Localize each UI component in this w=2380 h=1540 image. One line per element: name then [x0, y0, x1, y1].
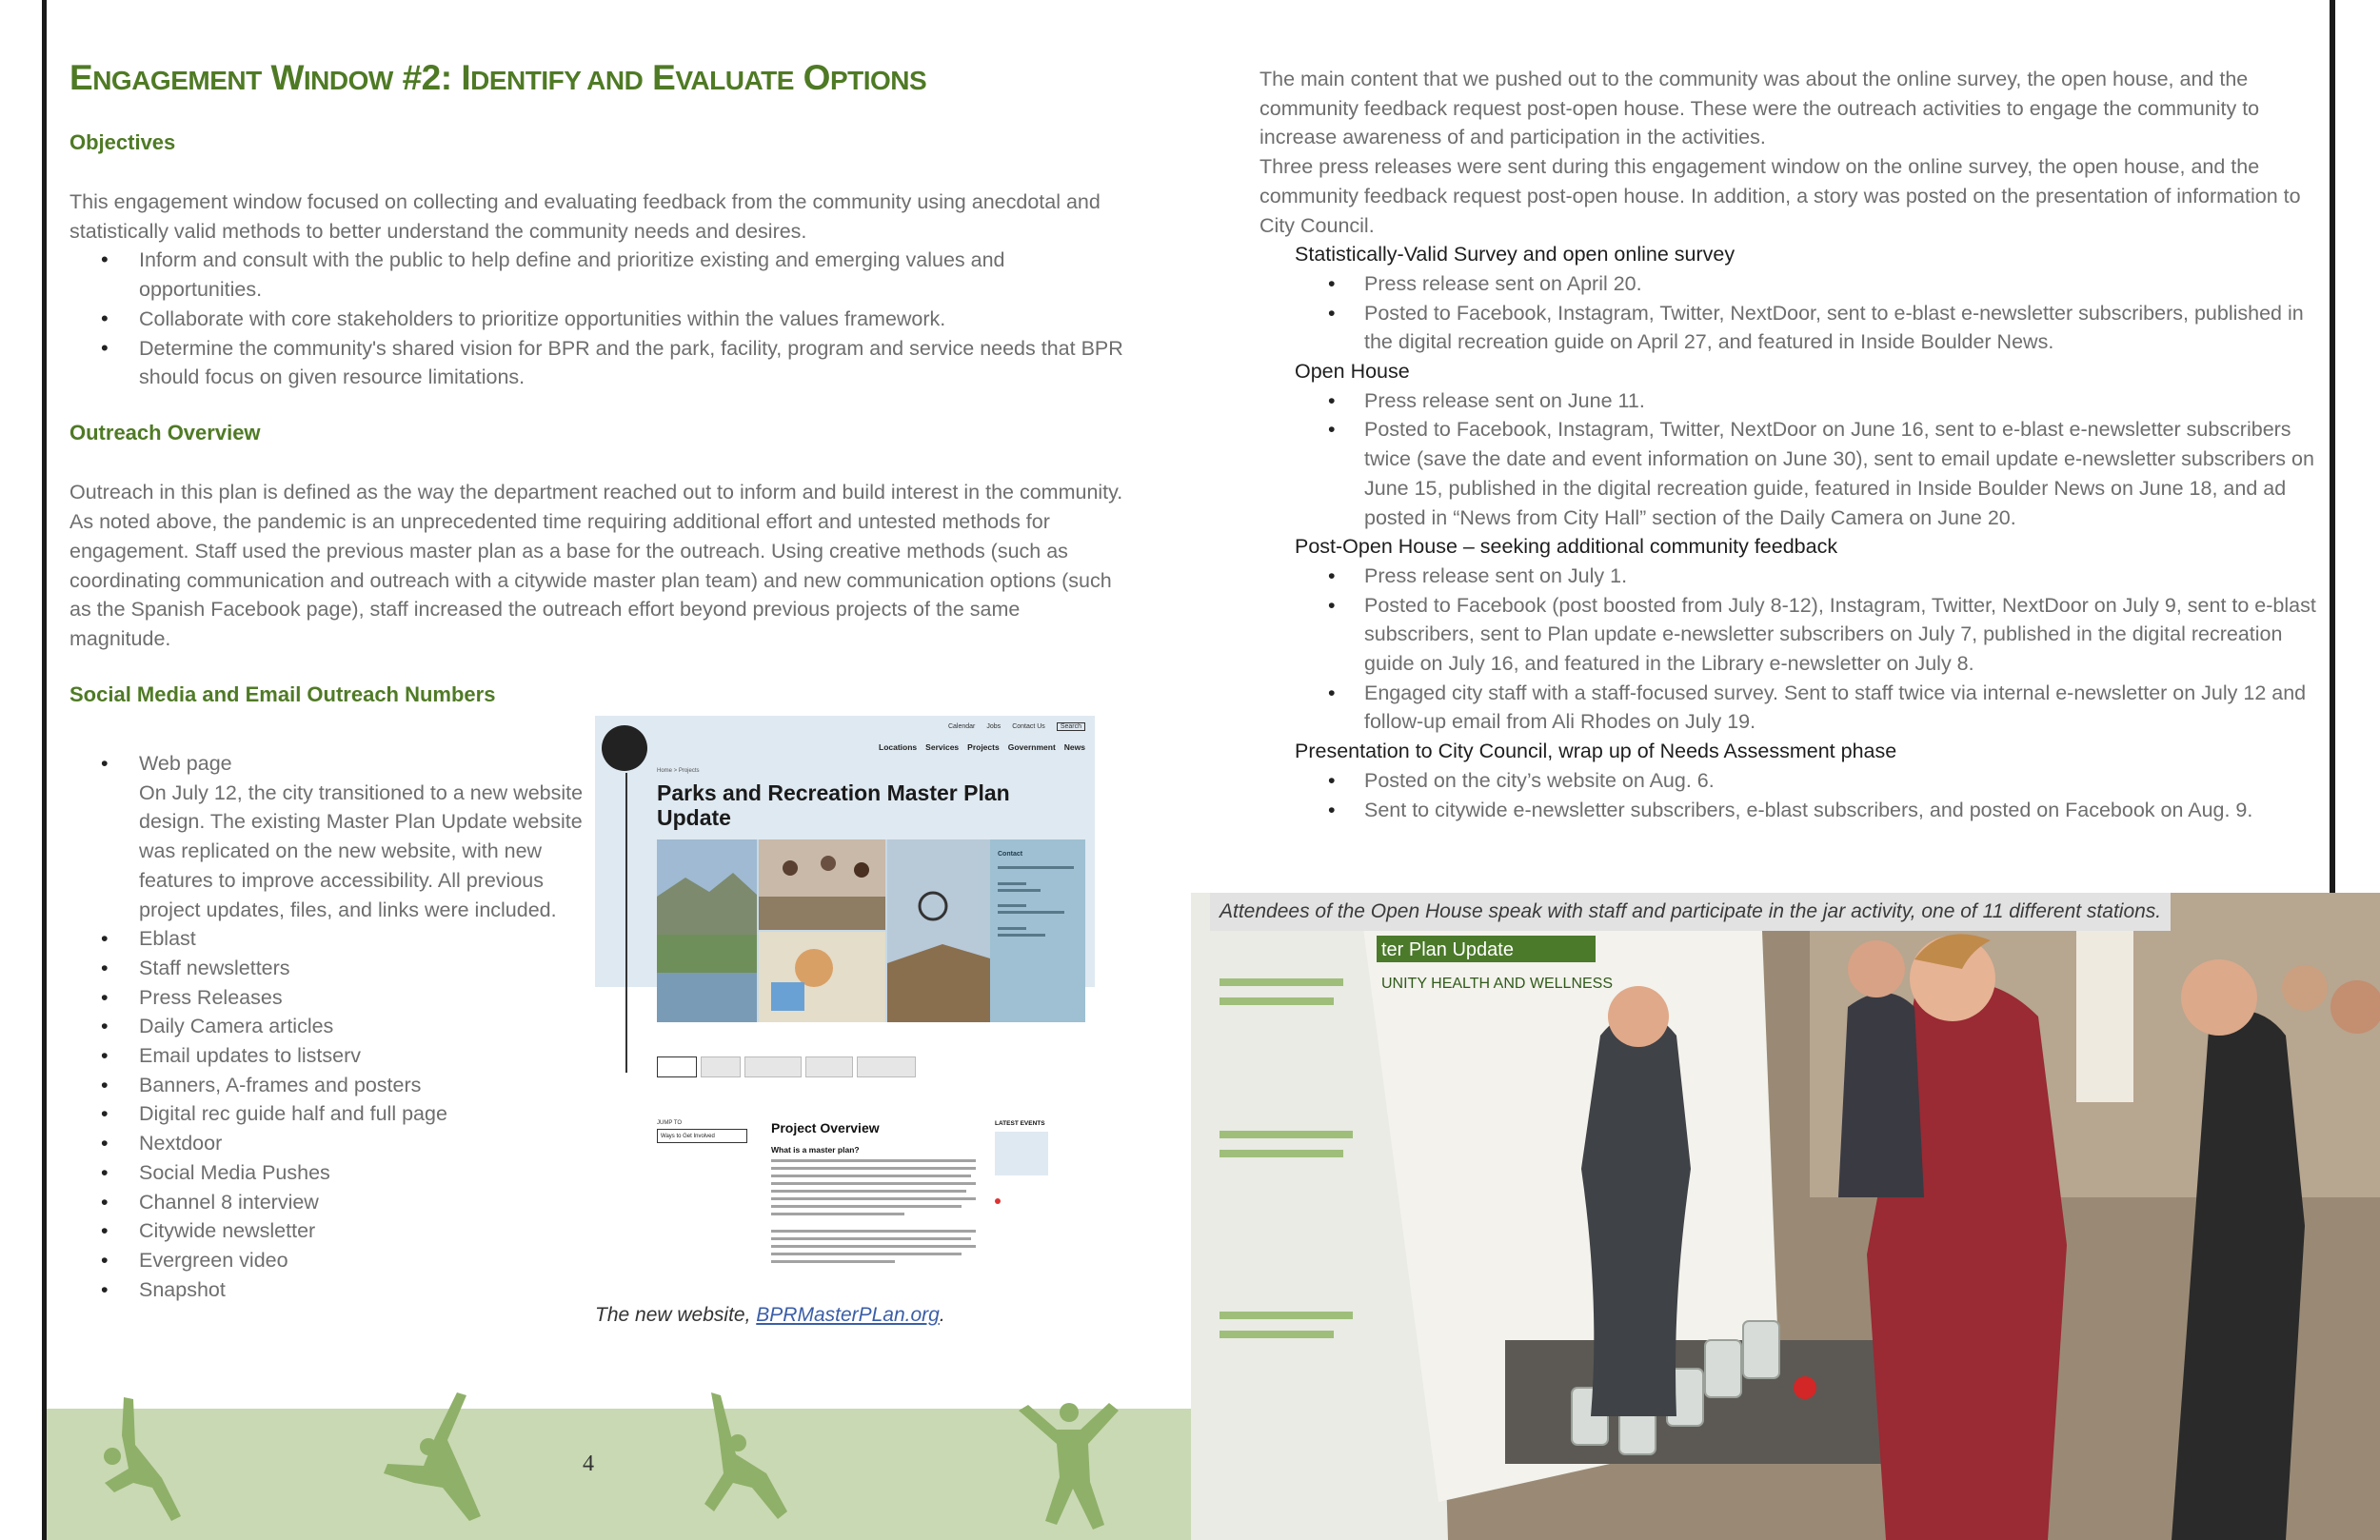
mock-tabs — [657, 1056, 919, 1077]
cartwheel-silhouette-icon-2 — [700, 1388, 804, 1526]
paragraph-main-content: The main content that we pushed out to the community was about the online survey, the open house, and the community feedback request post-open house. These were the outreach activities to engage the community to increase awareness of and participation in the activities. — [1259, 68, 2260, 149]
mock-breadcrumb: Home > Projects — [657, 768, 700, 774]
mock-bullet-icon — [995, 1198, 1001, 1204]
list-item: • Social Media Pushes — [69, 1158, 584, 1188]
right-page-border — [2330, 0, 2335, 893]
list-item: • Posted to Facebook, Instagram, Twitter, NextDoor, sent to e-blast e-newsletter subscribers, published in the digital recreation guide on April 27, and featured in Inside Boulder News. — [1259, 299, 2316, 357]
website-caption: The new website, BPRMasterPLan.org. — [595, 1304, 945, 1326]
list-item: • Collaborate with core stakeholders to prioritize opportunities within the values framework. — [69, 305, 1126, 334]
group-heading: Presentation to City Council, wrap up of Needs Assessment phase — [1295, 740, 1897, 763]
group-list — [1259, 269, 2316, 357]
mock-overview-title: Project Overview — [771, 1120, 880, 1135]
handstand-silhouette-icon — [376, 1388, 490, 1526]
page-title: ENGAGEMENT WINDOW #2: IDENTIFY AND EVALUATE OPTIONS — [69, 58, 927, 97]
paragraph-press-releases: Three press releases were sent during this engagement window on the online survey, the open house, and the community feedback request post-open house. In addition, a story was posted on the presentation of information to City Council. — [1259, 155, 2301, 237]
list-item: • Email updates to listserv — [69, 1041, 584, 1071]
list-item: • Posted on the city’s website on Aug. 6. — [1259, 766, 2316, 796]
group-heading: Statistically-Valid Survey and open online survey — [1295, 243, 1735, 267]
list-item: • Citywide newsletter — [69, 1216, 584, 1246]
list-item: • Channel 8 interview — [69, 1188, 584, 1217]
list-item: • Press release sent on June 11. — [1259, 386, 2316, 416]
right-column — [1259, 65, 2316, 824]
mock-divider — [625, 773, 627, 1073]
open-house-photo-illustration — [1191, 893, 2380, 1540]
poster-subtitle: UNITY HEALTH AND WELLNESS — [1381, 976, 1614, 992]
cartwheel-silhouette-icon — [95, 1388, 200, 1526]
jumping-silhouette-icon — [1014, 1392, 1123, 1534]
list-item: • Determine the community's shared vision for BPR and the park, facility, program and service needs that BPR should focus on given resource limitations. — [69, 334, 1126, 392]
social-heading: Social Media and Email Outreach Numbers — [69, 681, 496, 706]
mock-nav: Locations Services Projects Government News — [879, 742, 1085, 752]
list-item: • Press release sent on July 1. — [1259, 562, 2316, 591]
outreach-text: Outreach in this plan is defined as the way the department reached out to inform and build interest in the community. As noted above, the pandemic is an unprecedented time requiring additional effort and untested methods for engagement. Staff used the previous master plan as a base for the outreach. Using creative methods (such as coordinating communication and outreach with a citywide master plan team) and new communication options (such as the Spanish Facebook page), staff increased the outreach effort beyond previous projects of the same magnitude. — [69, 481, 1123, 650]
group-list — [1259, 766, 2316, 824]
poster-title: ter Plan Update — [1381, 939, 1514, 960]
list-item: • Digital rec guide half and full page — [69, 1099, 584, 1129]
mock-contact-panel: Contact — [990, 839, 1085, 1022]
list-item: • Staff newsletters — [69, 954, 584, 983]
list-item: • Nextdoor — [69, 1129, 584, 1158]
list-item: • Banners, A-frames and posters — [69, 1071, 584, 1100]
list-item: • Web page On July 12, the city transitioned to a new website design. The existing Master Plan Update website was replicated on the new website, with new features to improve accessibility. All previous project updates, files, and links were included. — [69, 749, 584, 924]
mock-top-links: Calendar Jobs Contact Us Search — [937, 723, 1085, 730]
mock-overview-sub: What is a master plan? — [771, 1145, 860, 1155]
list-item: • Inform and consult with the public to help define and prioritize existing and emerging values and opportunities. — [69, 246, 1126, 304]
objectives-list — [69, 246, 1126, 392]
list-item: • Engaged city staff with a staff-focused survey. Sent to staff twice via internal e-newsletter on July 12 and follow-up email from Ali Rhodes on July 19. — [1259, 679, 2316, 737]
list-item: • Posted to Facebook (post boosted from July 8-12), Instagram, Twitter, NextDoor on July 9, sent to e-blast subscribers, sent to Plan update e-newsletter subscribers on July 7, published in the digital recreation guide on July 16, and featured in the Library e-newsletter on July 8. — [1259, 591, 2316, 679]
mock-select: Ways to Get Involved — [657, 1129, 747, 1143]
group-heading: Post-Open House – seeking additional community feedback — [1295, 535, 1838, 559]
list-item: • Posted to Facebook, Instagram, Twitter, NextDoor on June 16, sent to e-blast e-newsletter subscribers twice (save the date and event information on June 30), sent to email update e-newsletter subscribers on June 15, published in the digital recreation guide, featured in Inside Boulder News on June 18, and ad posted in “News from City Hall” section of the Daily Camera on June 20. — [1259, 415, 2316, 532]
website-screenshot — [595, 716, 1095, 1275]
photo-caption: Attendees of the Open House speak with staff and participate in the jar activity, one of 11 different stations. — [1210, 893, 2171, 931]
mock-collage-image — [657, 839, 990, 1022]
open-house-photo — [1191, 893, 2380, 1540]
left-page-border — [42, 0, 47, 1540]
mock-page-title: Parks and Recreation Master Plan Update — [657, 780, 1010, 830]
group-list — [1259, 386, 2316, 533]
group-list — [1259, 562, 2316, 737]
list-item: • Press Releases — [69, 983, 584, 1013]
left-column — [69, 59, 1126, 740]
page-number: 4 — [583, 1451, 594, 1476]
website-link[interactable]: BPRMasterPLan.org — [756, 1304, 940, 1326]
outreach-heading: Outreach Overview — [69, 421, 261, 444]
social-outreach-list — [69, 749, 584, 1304]
objectives-intro: This engagement window focused on collecting and evaluating feedback from the community using anecdotal and statistically valid methods to better understand the community needs and desires. — [69, 190, 1101, 243]
list-item: • Daily Camera articles — [69, 1012, 584, 1041]
objectives-heading: Objectives — [69, 129, 176, 154]
mock-jump-label: JUMP TO — [657, 1120, 683, 1126]
list-item: • Sent to citywide e-newsletter subscribers, e-blast subscribers, and posted on Facebook on Aug. 9. — [1259, 796, 2316, 825]
list-item: • Eblast — [69, 924, 584, 954]
mock-event-card — [995, 1132, 1048, 1175]
city-logo-icon — [602, 725, 647, 771]
list-item: • Snapshot — [69, 1275, 584, 1305]
list-item: • Evergreen video — [69, 1246, 584, 1275]
group-heading: Open House — [1295, 360, 1410, 384]
list-item: • Press release sent on April 20. — [1259, 269, 2316, 299]
mock-events-title: LATEST EVENTS — [995, 1120, 1045, 1127]
web-page-detail: On July 12, the city transitioned to a new website design. The existing Master Plan Update website was replicated on the new website, with new features to improve accessibility. All previous project updates, files, and links were included. — [139, 780, 584, 921]
